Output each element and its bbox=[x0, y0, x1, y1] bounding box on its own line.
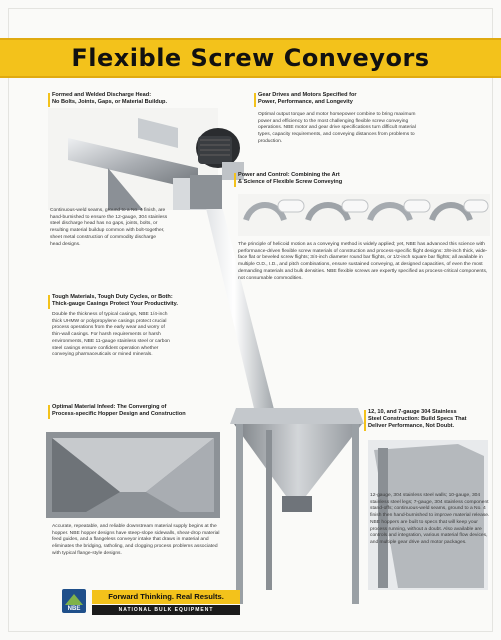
footer-tagline: Forward Thinking. Real Results. bbox=[108, 592, 224, 601]
hopper-accent bbox=[48, 405, 50, 419]
gear-body: Optimal output torque and motor horsepower combine to bring maximum power and efficiency to the most challenging flexible screw conveying operations. NBE motor and gear drive specifications turn difficult material types, capacity requirements, and conveying distances from problems to production. bbox=[258, 112, 416, 144]
power-accent bbox=[234, 173, 236, 187]
screw-flights-photo bbox=[238, 194, 490, 236]
stainless-accent bbox=[364, 410, 366, 431]
hopper-photo bbox=[226, 400, 368, 612]
gear-accent bbox=[254, 93, 256, 107]
discharge-accent bbox=[48, 93, 50, 107]
welded-seams-body: Continuous-weld seams, ground to a No. 4 finish, are hand-burnished to ensure the 12-gauge, 304 stainless steel discharge head has no gaps, joints, bolts, or resulting material buildup common with bolt-together, sheet metal construction of commodity discharge head designs. bbox=[50, 208, 168, 247]
stainless-heading: 12, 10, and 7-gauge 304 Stainless Steel Construction: Build Specs That Deliver Performance, Not Doubt. bbox=[368, 409, 467, 430]
nbe-logo-icon bbox=[62, 589, 86, 613]
stainless-body: 12-gauge, 304 stainless steel walls; 10-gauge, 304 stainless steel legs; 7-gauge, 304 stainless component stand-offs; continuous-weld seams, ground to a No. 4 finish then hand-burnished to improve material release. NBE hoppers are built to specs that will keep your process running, without a doubt. Also available are controls and integration, various material flow devices, and multiple gear drive and motor packages. bbox=[370, 493, 490, 545]
footer-company: NATIONAL BULK EQUIPMENT bbox=[92, 605, 240, 615]
hopper-heading: Optimal Material Infeed: The Converging of Process-specific Hopper Design and Construction bbox=[52, 404, 186, 418]
tough-accent bbox=[48, 295, 50, 309]
tough-heading: Tough Materials, Tough Duty Cycles, or Both: Thick-gauge Casings Protect Your Productivity. bbox=[52, 294, 178, 308]
logo-text: NBE bbox=[67, 606, 81, 612]
hopper-body: Accurate, repeatable, and reliable downstream material supply begins at the hopper. NBE hopper designs have steep-slope sidewalls, shear-drop material feed guides, and a flangeless conveyor intake that draws in material and eliminates the bridging, ratholing, and clogging process problems associated with typical flange-style designs. bbox=[52, 524, 220, 556]
gear-heading: Gear Drives and Motors Specified for Power, Performance, and Longevity bbox=[258, 92, 357, 106]
discharge-heading: Formed and Welded Discharge Head: No Bolts, Joints, Gaps, or Material Buildup. bbox=[52, 92, 167, 106]
hopper-topdown-photo bbox=[46, 432, 220, 518]
power-heading: Power and Control: Combining the Art & Science of Flexible Screw Conveying bbox=[238, 172, 343, 186]
tough-body: Double the thickness of typical casings, NBE 1/4-inch thick UHMW or polypropylene casings protect crucial process operations from the early wear and worry of thin-wall casings. For harsh requirements or harsh environments, NBE 11-gauge stainless steel or carbon steel casings ensure confident operation whether conveying pharmaceuticals or mined minerals. bbox=[52, 312, 170, 358]
page-title: Flexible Screw Conveyors bbox=[71, 44, 430, 72]
power-body: The principle of helicoid motion as a conveying method is widely applied; yet, NBE has advanced this science with performance-driven flexible screw materials of construction and process-specific flight designs: 3/8-inch thick, wide-face flat or beveled screw flights; 3/4-inch diameter round bar flights, or 1/2-inch square bar flights; all available in multiple O.D., I.D., and pitch combinations, ensure sustained conveying, at designed capacities, of even the most demanding materials and bulk densities. NBE flexible screws are expertly specified as process-critical components, not consumable commodities. bbox=[238, 242, 488, 281]
